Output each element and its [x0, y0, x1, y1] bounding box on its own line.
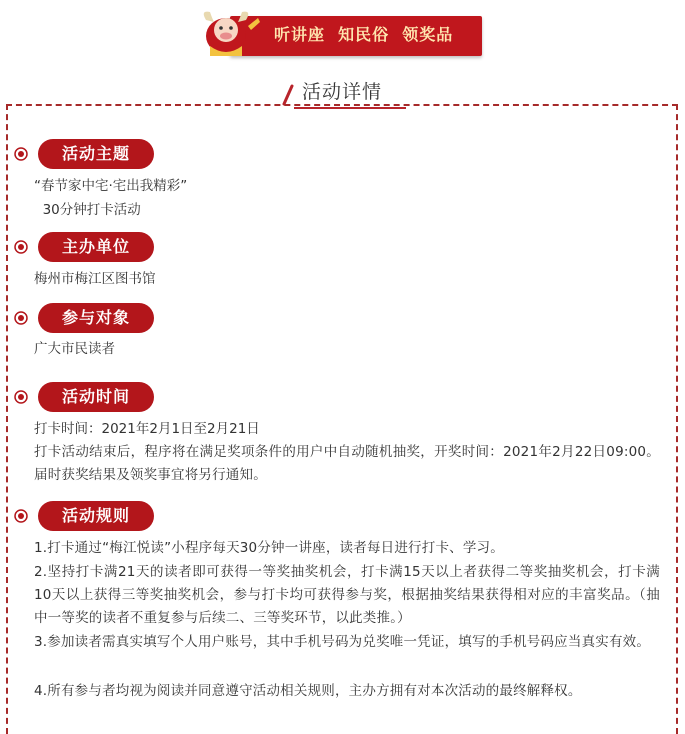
frame-right-divider — [676, 104, 678, 734]
time-para: 打卡活动结束后，程序将在满足奖项条件的用户中自动随机抽奖，开奖时间：2021年2月22日09:00。届时获奖结果及领奖事宜将另行通知。 — [34, 444, 660, 483]
top-banner — [196, 6, 486, 58]
bullet-dot-icon — [14, 147, 28, 161]
banner-text: 听讲座 知民俗 领奖品 — [274, 25, 454, 44]
bullet-dot-icon — [14, 311, 28, 325]
label-time-pill: 活动时间 — [38, 382, 154, 412]
rule-item-2: 2.坚持打卡满21天的读者即可获得一等奖抽奖机会，打卡满15天以上者获得二等奖抽奖机会，打卡满10天以上获得三等奖抽奖机会，参与打卡均可获得参与奖，根据抽奖结果获得相对应的丰富奖品。（抽中一等奖的读者不重复参与后续二、三等奖环节，以此类推。） — [34, 564, 660, 626]
bullet-dot-icon — [14, 509, 28, 523]
organizer-line1: 梅州市梅江区图书馆 — [34, 271, 156, 287]
theme-line1: “春节家中宅·宅出我精彩” — [34, 178, 188, 194]
label-audience-pill: 参与对象 — [38, 303, 154, 333]
title-underline — [294, 107, 406, 109]
rule-item-4: 4.所有参与者均视为阅读并同意遵守活动相关规则，主办方拥有对本次活动的最终解释权。 — [34, 683, 582, 699]
audience-line1: 广大市民读者 — [34, 341, 115, 357]
label-organizer-pill: 主办单位 — [38, 232, 154, 262]
section-header — [270, 78, 420, 112]
frame-left-divider — [6, 104, 8, 734]
theme-line2: 30分钟打卡活动 — [34, 202, 141, 218]
label-rules-pill: 活动规则 — [38, 501, 154, 531]
ox-mascot-icon — [196, 6, 274, 60]
bullet-dot-icon — [14, 240, 28, 254]
time-line1: 打卡时间：2021年2月1日至2月21日 — [34, 421, 260, 437]
slash-icon — [278, 84, 298, 106]
page-title: 活动详情 — [302, 81, 383, 103]
bullet-dot-icon — [14, 390, 28, 404]
label-theme-pill: 活动主题 — [38, 139, 154, 169]
rule-item-1: 1.打卡通过“梅江悦读”小程序每天30分钟一讲座，读者每日进行打卡、学习。 — [34, 540, 504, 556]
rule-item-3: 3.参加读者需真实填写个人用户账号，其中手机号码为兑奖唯一凭证，填写的手机号码应当真实有效。 — [34, 634, 651, 650]
frame-top-divider — [6, 104, 678, 106]
